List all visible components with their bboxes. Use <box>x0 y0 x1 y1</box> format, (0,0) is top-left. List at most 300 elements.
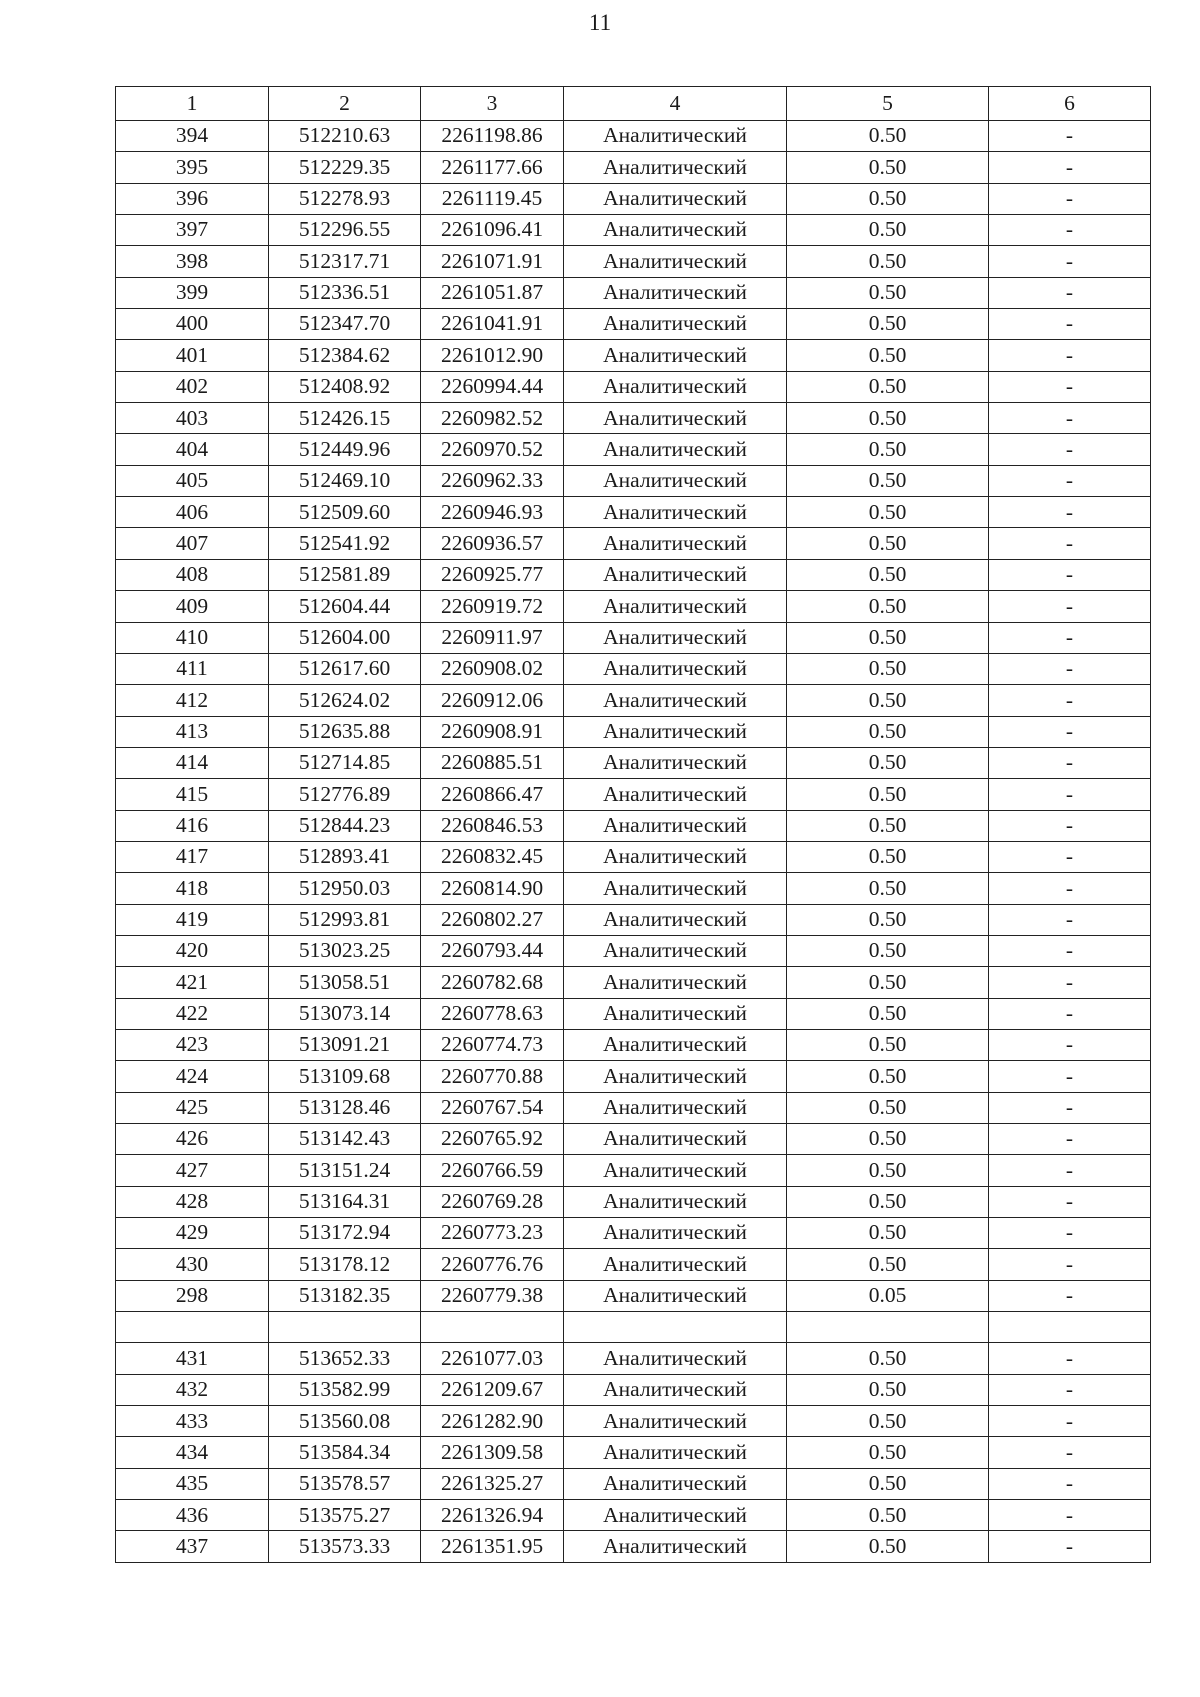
table-row <box>116 1468 1151 1499</box>
table-cell: 513178.12 <box>269 1249 421 1280</box>
column-header: 3 <box>421 87 564 121</box>
table-cell: Аналитический <box>564 1374 787 1405</box>
table-cell: Аналитический <box>564 967 787 998</box>
table-cell: 2261325.27 <box>421 1468 564 1499</box>
table-cell: Аналитический <box>564 1468 787 1499</box>
table-body <box>116 121 1151 1563</box>
table-cell: 512449.96 <box>269 434 421 465</box>
table-cell: 414 <box>116 747 269 778</box>
empty-cell <box>421 1312 564 1343</box>
table-row <box>116 497 1151 528</box>
table-cell: 512541.92 <box>269 528 421 559</box>
table-cell: 2260802.27 <box>421 904 564 935</box>
table-row <box>116 1061 1151 1092</box>
table-cell: 2260773.23 <box>421 1218 564 1249</box>
table-cell: 513573.33 <box>269 1531 421 1562</box>
table-row <box>116 309 1151 340</box>
table-cell: - <box>989 622 1151 653</box>
table-cell: 0.05 <box>787 1280 989 1311</box>
table-row <box>116 1437 1151 1468</box>
table-cell: 0.50 <box>787 340 989 371</box>
table-cell: 513560.08 <box>269 1406 421 1437</box>
table-cell: 2261351.95 <box>421 1531 564 1562</box>
table-cell: 429 <box>116 1218 269 1249</box>
table-cell: 431 <box>116 1343 269 1374</box>
table-row <box>116 1531 1151 1562</box>
empty-cell <box>787 1312 989 1343</box>
table-cell: 512509.60 <box>269 497 421 528</box>
table-cell: - <box>989 528 1151 559</box>
table-cell: 0.50 <box>787 935 989 966</box>
table-cell: - <box>989 1218 1151 1249</box>
table-cell: 513182.35 <box>269 1280 421 1311</box>
table-cell: - <box>989 434 1151 465</box>
table-cell: 2261177.66 <box>421 152 564 183</box>
table-cell: 513109.68 <box>269 1061 421 1092</box>
table-row <box>116 528 1151 559</box>
table-cell: - <box>989 277 1151 308</box>
table-cell: 512604.44 <box>269 591 421 622</box>
table-cell: 0.50 <box>787 841 989 872</box>
table-cell: 0.50 <box>787 653 989 684</box>
table-cell: 2260912.06 <box>421 685 564 716</box>
table-cell: - <box>989 246 1151 277</box>
table-cell: Аналитический <box>564 841 787 872</box>
table-row <box>116 465 1151 496</box>
table-cell: Аналитический <box>564 935 787 966</box>
table-cell: 512893.41 <box>269 841 421 872</box>
table-cell: Аналитический <box>564 685 787 716</box>
table-cell: 0.50 <box>787 716 989 747</box>
table-cell: 0.50 <box>787 1029 989 1060</box>
table-row <box>116 685 1151 716</box>
table-cell: Аналитический <box>564 528 787 559</box>
table-row <box>116 1029 1151 1060</box>
table-cell: 404 <box>116 434 269 465</box>
table-cell: - <box>989 340 1151 371</box>
table-cell: 513582.99 <box>269 1374 421 1405</box>
table-cell: 2260778.63 <box>421 998 564 1029</box>
table-cell: 437 <box>116 1531 269 1562</box>
table-cell: 0.50 <box>787 998 989 1029</box>
table-cell: 0.50 <box>787 246 989 277</box>
table-cell: 512408.92 <box>269 371 421 402</box>
table-row <box>116 1500 1151 1531</box>
table-cell: 396 <box>116 183 269 214</box>
table-row <box>116 1374 1151 1405</box>
table-cell: Аналитический <box>564 215 787 246</box>
table-cell: - <box>989 591 1151 622</box>
table-cell: - <box>989 1092 1151 1123</box>
table-cell: 2260982.52 <box>421 403 564 434</box>
empty-cell <box>564 1312 787 1343</box>
table-cell: 2261077.03 <box>421 1343 564 1374</box>
table-cell: - <box>989 1531 1151 1562</box>
table-cell: 0.50 <box>787 622 989 653</box>
table-cell: 0.50 <box>787 183 989 214</box>
table-cell: - <box>989 309 1151 340</box>
table-cell: 0.50 <box>787 1061 989 1092</box>
table-cell: 0.50 <box>787 528 989 559</box>
coordinates-table <box>115 86 1151 1563</box>
column-header: 2 <box>269 87 421 121</box>
table-cell: 0.50 <box>787 1249 989 1280</box>
table-cell: 415 <box>116 779 269 810</box>
table-row <box>116 1218 1151 1249</box>
table-row <box>116 779 1151 810</box>
table-cell: - <box>989 465 1151 496</box>
table-cell: 0.50 <box>787 904 989 935</box>
table-row <box>116 246 1151 277</box>
group-separator-row <box>116 1312 1151 1343</box>
table-cell: 2261119.45 <box>421 183 564 214</box>
table-row <box>116 967 1151 998</box>
table-cell: 407 <box>116 528 269 559</box>
table-cell: 0.50 <box>787 1374 989 1405</box>
table-cell: - <box>989 183 1151 214</box>
table-cell: 427 <box>116 1155 269 1186</box>
table-cell: 0.50 <box>787 1155 989 1186</box>
table-cell: 2261051.87 <box>421 277 564 308</box>
table-row <box>116 716 1151 747</box>
table-cell: Аналитический <box>564 465 787 496</box>
table-cell: - <box>989 747 1151 778</box>
table-cell: 512950.03 <box>269 873 421 904</box>
table-cell: 2260925.77 <box>421 559 564 590</box>
table-cell: 0.50 <box>787 121 989 152</box>
table-cell: 513073.14 <box>269 998 421 1029</box>
table-cell: 434 <box>116 1437 269 1468</box>
table-row <box>116 1155 1151 1186</box>
table-cell: 411 <box>116 653 269 684</box>
table-cell: 424 <box>116 1061 269 1092</box>
table-cell: - <box>989 967 1151 998</box>
table-cell: Аналитический <box>564 1531 787 1562</box>
table-cell: 513023.25 <box>269 935 421 966</box>
table-cell: 513578.57 <box>269 1468 421 1499</box>
table-cell: 2260908.91 <box>421 716 564 747</box>
table-cell: 0.50 <box>787 747 989 778</box>
table-cell: 2260776.76 <box>421 1249 564 1280</box>
table-cell: 0.50 <box>787 1218 989 1249</box>
table-cell: - <box>989 998 1151 1029</box>
table-cell: - <box>989 904 1151 935</box>
table-cell: Аналитический <box>564 152 787 183</box>
table-cell: 512210.63 <box>269 121 421 152</box>
table-cell: - <box>989 1186 1151 1217</box>
table-cell: Аналитический <box>564 559 787 590</box>
table-cell: 418 <box>116 873 269 904</box>
table-cell: 512469.10 <box>269 465 421 496</box>
table-cell: 399 <box>116 277 269 308</box>
table-cell: 0.50 <box>787 1406 989 1437</box>
table-row <box>116 1186 1151 1217</box>
table-cell: 0.50 <box>787 1124 989 1155</box>
table-cell: 512384.62 <box>269 340 421 371</box>
table-cell: - <box>989 1124 1151 1155</box>
table-cell: 419 <box>116 904 269 935</box>
table-cell: 0.50 <box>787 873 989 904</box>
table-cell: - <box>989 810 1151 841</box>
table-cell: 430 <box>116 1249 269 1280</box>
table-cell: 2260782.68 <box>421 967 564 998</box>
table-row <box>116 1406 1151 1437</box>
table-row <box>116 215 1151 246</box>
table-cell: 513151.24 <box>269 1155 421 1186</box>
table-cell: - <box>989 779 1151 810</box>
table-cell: Аналитический <box>564 1186 787 1217</box>
table-row <box>116 1092 1151 1123</box>
table-cell: 421 <box>116 967 269 998</box>
column-header: 5 <box>787 87 989 121</box>
table-cell: 512229.35 <box>269 152 421 183</box>
table-cell: 513058.51 <box>269 967 421 998</box>
column-header: 4 <box>564 87 787 121</box>
table-cell: Аналитический <box>564 998 787 1029</box>
table-cell: 512336.51 <box>269 277 421 308</box>
table-cell: 2261012.90 <box>421 340 564 371</box>
table-cell: - <box>989 685 1151 716</box>
table-cell: 402 <box>116 371 269 402</box>
table-cell: Аналитический <box>564 434 787 465</box>
table-cell: 398 <box>116 246 269 277</box>
table-cell: 2261041.91 <box>421 309 564 340</box>
table-row <box>116 591 1151 622</box>
table-cell: 423 <box>116 1029 269 1060</box>
table-cell: - <box>989 152 1151 183</box>
table-cell: Аналитический <box>564 810 787 841</box>
table-cell: 401 <box>116 340 269 371</box>
table-cell: Аналитический <box>564 1124 787 1155</box>
table-cell: 2260769.28 <box>421 1186 564 1217</box>
table-cell: 0.50 <box>787 1186 989 1217</box>
table-cell: 0.50 <box>787 277 989 308</box>
table-cell: 512347.70 <box>269 309 421 340</box>
table-row <box>116 904 1151 935</box>
table-row <box>116 622 1151 653</box>
table-cell: 403 <box>116 403 269 434</box>
table-cell: - <box>989 1500 1151 1531</box>
table-cell: 513142.43 <box>269 1124 421 1155</box>
table-cell: 0.50 <box>787 215 989 246</box>
table-cell: 412 <box>116 685 269 716</box>
table-cell: 0.50 <box>787 1092 989 1123</box>
table-cell: Аналитический <box>564 716 787 747</box>
table-cell: 513575.27 <box>269 1500 421 1531</box>
page-number: 11 <box>588 10 612 35</box>
table-cell: 512317.71 <box>269 246 421 277</box>
empty-cell <box>116 1312 269 1343</box>
table-cell: - <box>989 873 1151 904</box>
table-cell: 0.50 <box>787 152 989 183</box>
table-row <box>116 653 1151 684</box>
table-cell: 512617.60 <box>269 653 421 684</box>
table-cell: 435 <box>116 1468 269 1499</box>
table-cell: Аналитический <box>564 183 787 214</box>
table-cell: 512844.23 <box>269 810 421 841</box>
table-cell: 2260793.44 <box>421 935 564 966</box>
table-cell: 2260885.51 <box>421 747 564 778</box>
table-cell: 513128.46 <box>269 1092 421 1123</box>
table-cell: 0.50 <box>787 371 989 402</box>
table-cell: Аналитический <box>564 653 787 684</box>
table-cell: Аналитический <box>564 277 787 308</box>
table-row <box>116 1124 1151 1155</box>
table-cell: 512426.15 <box>269 403 421 434</box>
table-cell: Аналитический <box>564 622 787 653</box>
table-cell: 2260832.45 <box>421 841 564 872</box>
table-cell: - <box>989 1061 1151 1092</box>
table-cell: Аналитический <box>564 371 787 402</box>
table-row <box>116 403 1151 434</box>
table-cell: 406 <box>116 497 269 528</box>
table-cell: 436 <box>116 1500 269 1531</box>
table-cell: Аналитический <box>564 1061 787 1092</box>
table-cell: Аналитический <box>564 1406 787 1437</box>
table-cell: Аналитический <box>564 1343 787 1374</box>
table-cell: 2260779.38 <box>421 1280 564 1311</box>
table-cell: Аналитический <box>564 747 787 778</box>
table-cell: - <box>989 1029 1151 1060</box>
table-row <box>116 998 1151 1029</box>
table-cell: 432 <box>116 1374 269 1405</box>
table-cell: - <box>989 1155 1151 1186</box>
table-cell: 0.50 <box>787 465 989 496</box>
table-cell: 2260770.88 <box>421 1061 564 1092</box>
table-cell: 298 <box>116 1280 269 1311</box>
table-cell: - <box>989 716 1151 747</box>
table-cell: Аналитический <box>564 403 787 434</box>
table-cell: 0.50 <box>787 967 989 998</box>
table-cell: 428 <box>116 1186 269 1217</box>
table-cell: 400 <box>116 309 269 340</box>
column-header: 1 <box>116 87 269 121</box>
table-cell: Аналитический <box>564 1029 787 1060</box>
table-cell: 2261282.90 <box>421 1406 564 1437</box>
table-cell: 2260908.02 <box>421 653 564 684</box>
table-cell: 394 <box>116 121 269 152</box>
table-row <box>116 935 1151 966</box>
table-cell: 408 <box>116 559 269 590</box>
table-cell: - <box>989 121 1151 152</box>
table-cell: 2261326.94 <box>421 1500 564 1531</box>
table-row <box>116 183 1151 214</box>
table-cell: 405 <box>116 465 269 496</box>
table-cell: 2260846.53 <box>421 810 564 841</box>
table-cell: - <box>989 215 1151 246</box>
table-cell: 0.50 <box>787 779 989 810</box>
table-row <box>116 841 1151 872</box>
table-cell: - <box>989 1280 1151 1311</box>
table-row <box>116 121 1151 152</box>
table-cell: Аналитический <box>564 904 787 935</box>
table-cell: Аналитический <box>564 1500 787 1531</box>
table-row <box>116 434 1151 465</box>
table-cell: 0.50 <box>787 1343 989 1374</box>
table-cell: - <box>989 1406 1151 1437</box>
table-row <box>116 340 1151 371</box>
table-cell: 409 <box>116 591 269 622</box>
table-cell: 512776.89 <box>269 779 421 810</box>
table-cell: 0.50 <box>787 497 989 528</box>
table-header-row <box>116 87 1151 121</box>
table-cell: 0.50 <box>787 434 989 465</box>
table-cell: 513172.94 <box>269 1218 421 1249</box>
table-cell: 512993.81 <box>269 904 421 935</box>
table-cell: - <box>989 1249 1151 1280</box>
table-cell: Аналитический <box>564 246 787 277</box>
table-cell: 413 <box>116 716 269 747</box>
table-cell: 0.50 <box>787 591 989 622</box>
table-cell: 512635.88 <box>269 716 421 747</box>
table-cell: 512581.89 <box>269 559 421 590</box>
table-cell: 512604.00 <box>269 622 421 653</box>
table-cell: 0.50 <box>787 1437 989 1468</box>
table-cell: 2260962.33 <box>421 465 564 496</box>
table-cell: Аналитический <box>564 121 787 152</box>
table-cell: 0.50 <box>787 403 989 434</box>
table-cell: 2260766.59 <box>421 1155 564 1186</box>
table-cell: 410 <box>116 622 269 653</box>
table-row <box>116 1343 1151 1374</box>
table-cell: Аналитический <box>564 1280 787 1311</box>
table-row <box>116 559 1151 590</box>
table-cell: 2260774.73 <box>421 1029 564 1060</box>
table-row <box>116 747 1151 778</box>
table-cell: 512296.55 <box>269 215 421 246</box>
table-cell: 0.50 <box>787 1531 989 1562</box>
table-row <box>116 873 1151 904</box>
table-cell: 513652.33 <box>269 1343 421 1374</box>
table-cell: - <box>989 371 1151 402</box>
table-cell: 2260814.90 <box>421 873 564 904</box>
table-cell: 417 <box>116 841 269 872</box>
table-cell: 2260765.92 <box>421 1124 564 1155</box>
table-cell: 0.50 <box>787 309 989 340</box>
table-cell: Аналитический <box>564 1092 787 1123</box>
table-cell: 513584.34 <box>269 1437 421 1468</box>
table-cell: 513091.21 <box>269 1029 421 1060</box>
table-cell: 2261096.41 <box>421 215 564 246</box>
table-cell: 420 <box>116 935 269 966</box>
table-cell: 0.50 <box>787 685 989 716</box>
table-cell: - <box>989 1468 1151 1499</box>
table-cell: 0.50 <box>787 1500 989 1531</box>
table-cell: 397 <box>116 215 269 246</box>
table-cell: - <box>989 1374 1151 1405</box>
table-cell: Аналитический <box>564 1155 787 1186</box>
table-cell: Аналитический <box>564 1437 787 1468</box>
table-row <box>116 277 1151 308</box>
table-cell: Аналитический <box>564 1249 787 1280</box>
table-cell: 2260911.97 <box>421 622 564 653</box>
table-cell: 433 <box>116 1406 269 1437</box>
table-cell: 2261198.86 <box>421 121 564 152</box>
table-cell: 2261071.91 <box>421 246 564 277</box>
table-cell: 2260936.57 <box>421 528 564 559</box>
column-header: 6 <box>989 87 1151 121</box>
table-cell: 2260994.44 <box>421 371 564 402</box>
table-cell: 395 <box>116 152 269 183</box>
table-cell: 512714.85 <box>269 747 421 778</box>
table-cell: 0.50 <box>787 1468 989 1499</box>
table-cell: 425 <box>116 1092 269 1123</box>
table-cell: - <box>989 935 1151 966</box>
table-row <box>116 1249 1151 1280</box>
empty-cell <box>269 1312 421 1343</box>
table-cell: 0.50 <box>787 559 989 590</box>
table-cell: 416 <box>116 810 269 841</box>
